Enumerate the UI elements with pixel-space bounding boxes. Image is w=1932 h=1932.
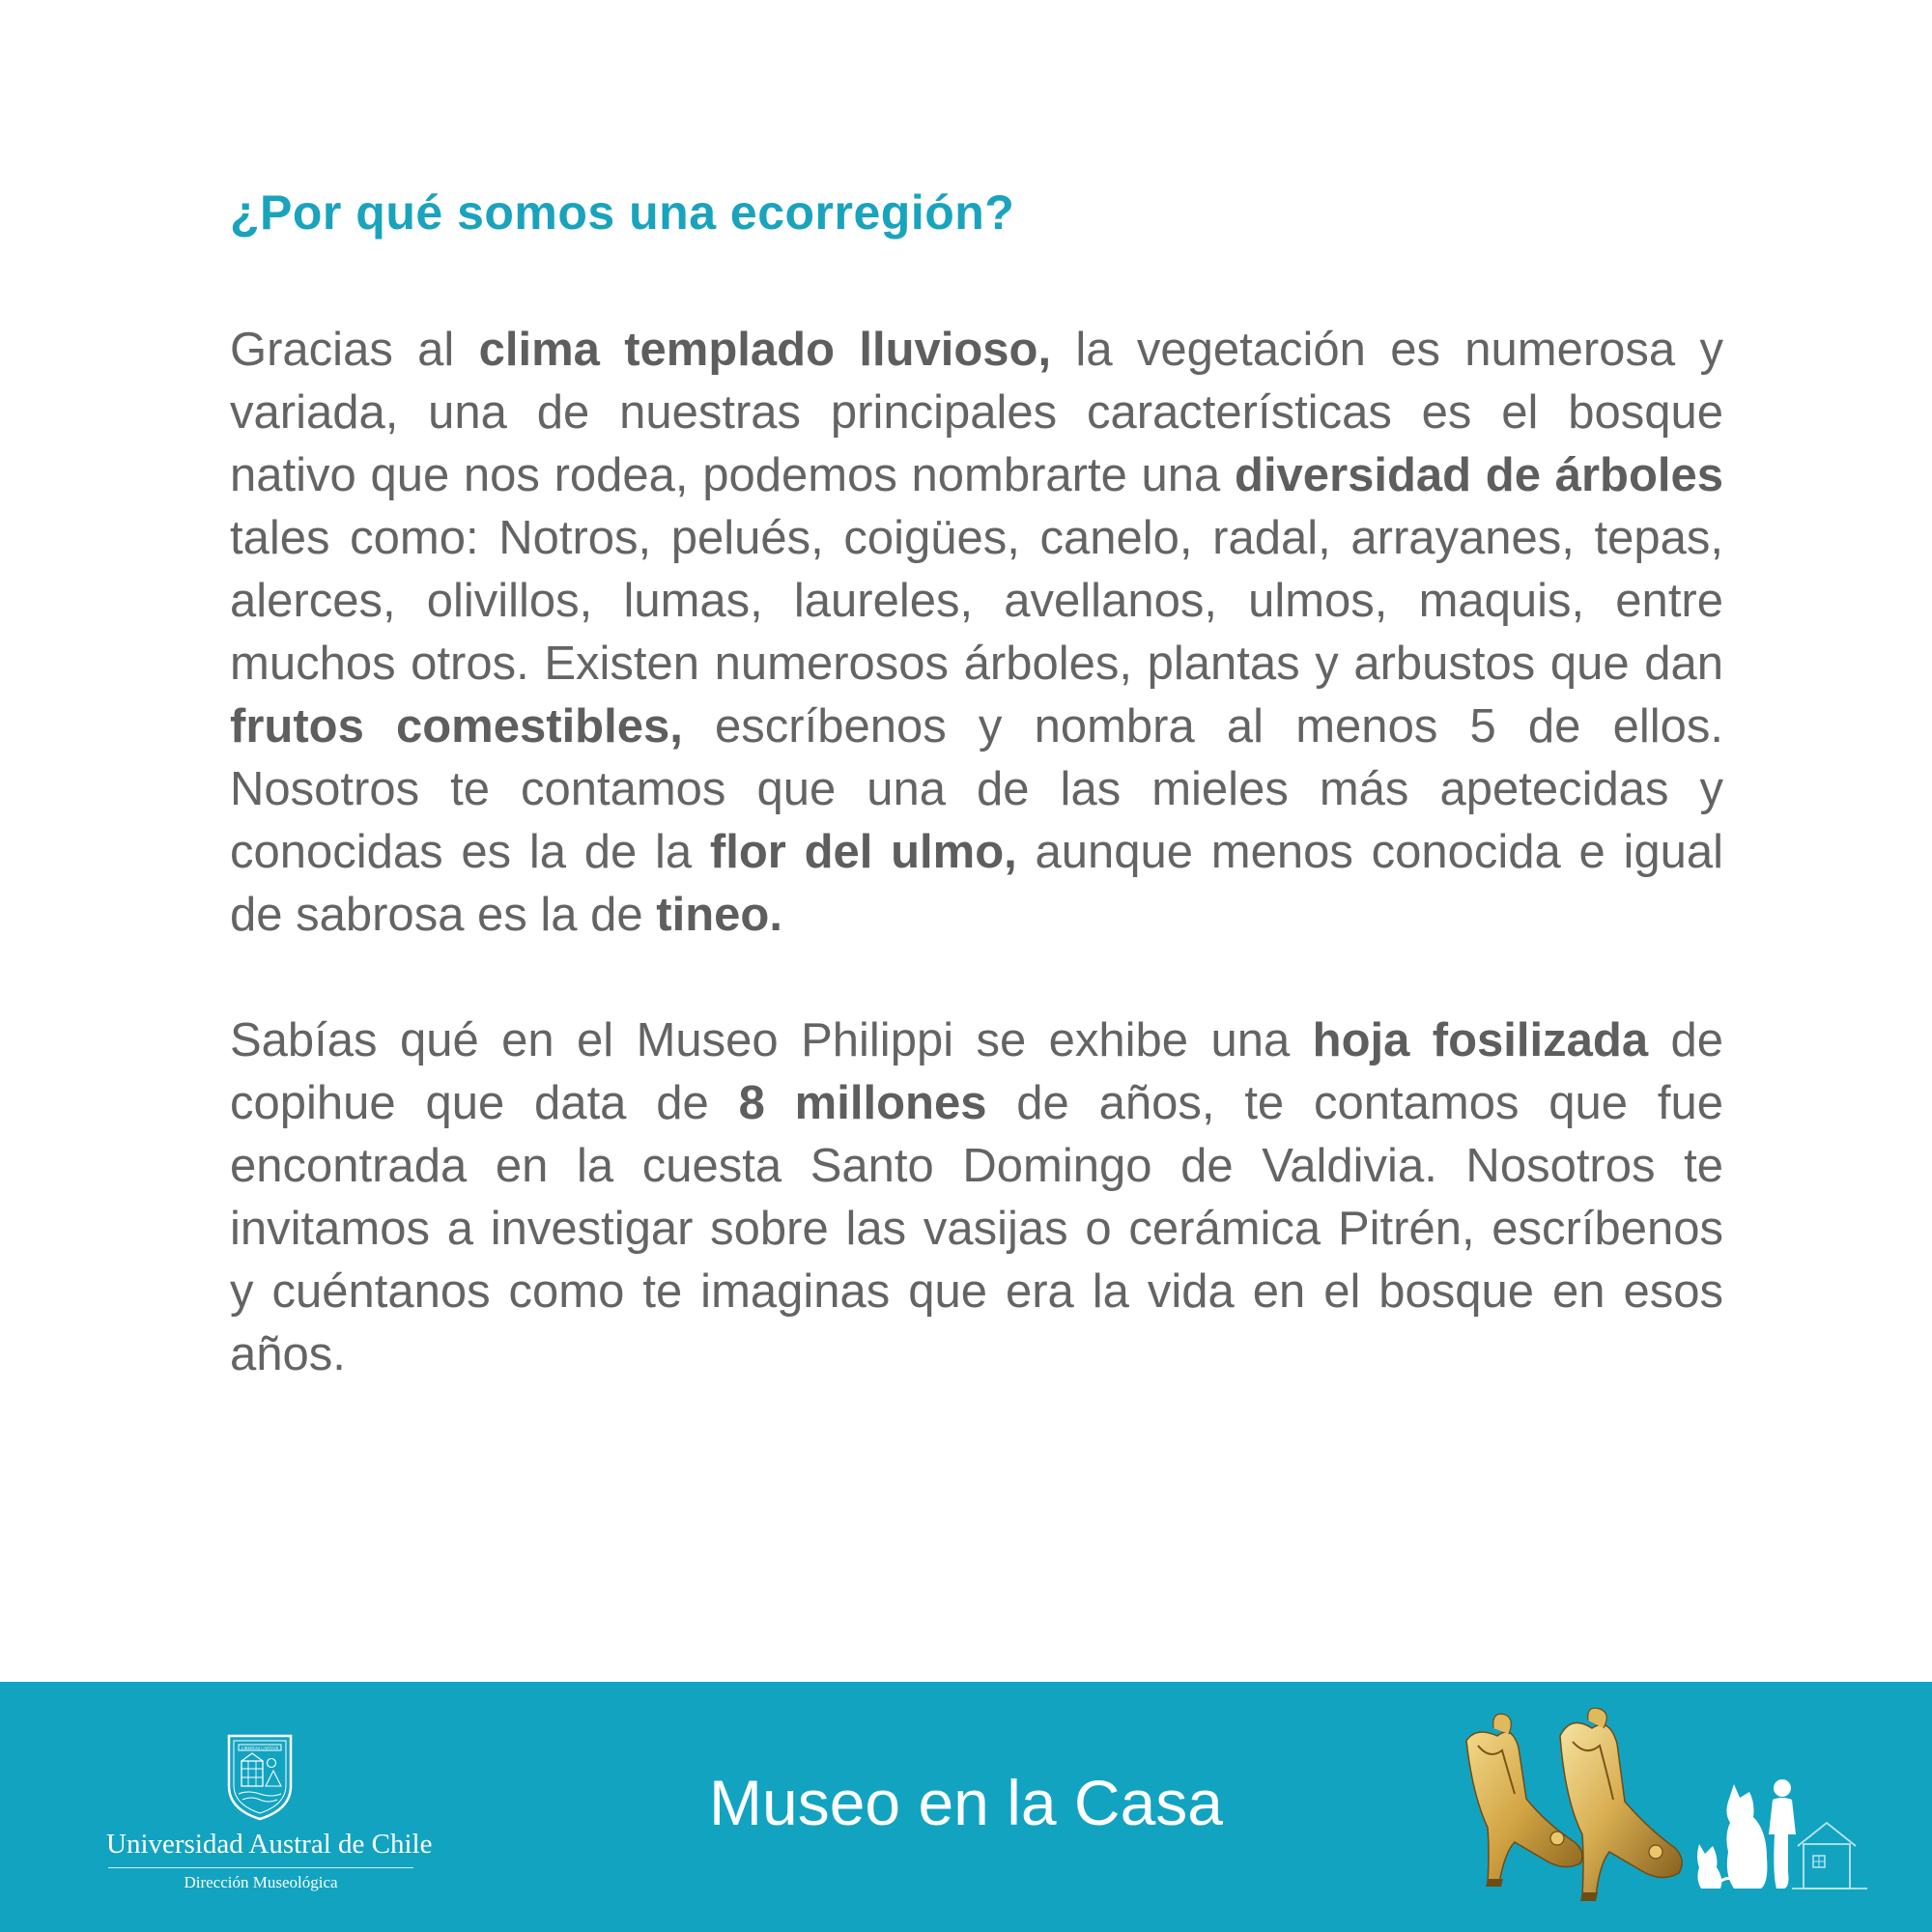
text-span: tales como: Notros, pelués, coigües, canelo, radal, arrayanes, tepas, alerces, olivillos, lumas, laureles, avellanos, ulmos, maquis, entre muchos otros. Existen numerosos árboles, plantas y arbustos que dan [230, 512, 1723, 690]
article [230, 184, 1723, 1386]
highlight-8-million: 8 millones [738, 1077, 987, 1129]
footer-title: Museo en la Casa [709, 1767, 1223, 1838]
highlight-climate: clima templado lluvioso, [478, 324, 1052, 376]
highlight-tree-diversity: diversidad de árboles [1235, 449, 1723, 501]
highlight-ulmo-flower: flor del ulmo, [709, 826, 1017, 878]
golden-shoes-illustration [1459, 1707, 1690, 1915]
highlight-tineo: tineo. [656, 889, 782, 941]
highlight-fossil-leaf: hoja fosilizada [1312, 1014, 1649, 1066]
text-span: de copihue que data de [230, 1014, 1723, 1129]
paragraph-fossil [230, 1009, 1723, 1386]
child-with-pets-silhouette-icon [1695, 1775, 1869, 1900]
text-span: de años, te contamos que fue encontrada en la cuesta Santo Domingo de Valdivia. Nosotros te invitamos a investigar sobre las vasijas o cerámica Pitrén, escríbenos y cuéntanos como te imaginas que era la vida en el bosque en esos años. [230, 1077, 1723, 1380]
text-span: aunque menos conocida e igual de sabrosa es la de [230, 826, 1723, 941]
paragraph-vegetation [230, 319, 1723, 947]
text-span: Sabías qué en el Museo Philippi se exhibe una [230, 1014, 1313, 1066]
footer-banner [0, 1682, 1932, 1932]
crest-motto: LIBERTAS CAPITUR [241, 1746, 279, 1750]
text-span: la vegetación es numerosa y variada, una de nuestras principales características es el bosque nativo que nos rodea, podemos nombrarte una [230, 324, 1724, 501]
text-span: Gracias al [230, 324, 479, 376]
university-name: Universidad Austral de Chile [106, 1829, 433, 1860]
divider [108, 1867, 413, 1868]
department-name: Dirección Museológica [184, 1873, 338, 1891]
text-span: escríbenos y nombra al menos 5 de ellos. Nosotros te contamos que una de las mieles más apetecidas y conocidas es la de la [230, 700, 1724, 878]
article-heading: ¿Por qué somos una ecorregión? [230, 185, 1015, 240]
highlight-edible-fruits: frutos comestibles, [230, 700, 683, 753]
